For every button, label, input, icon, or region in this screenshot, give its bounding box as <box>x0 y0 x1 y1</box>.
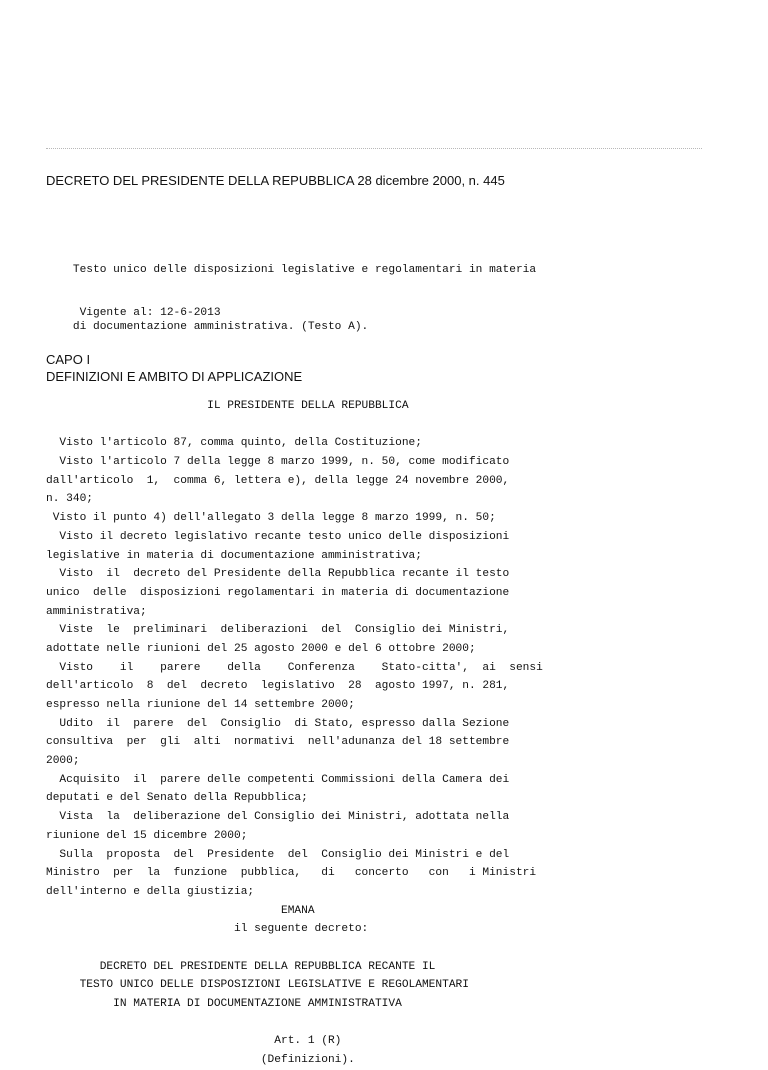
body-line: Vista la deliberazione del Consiglio dei Ministri, adottata nella <box>46 811 510 824</box>
body-line: dall'articolo 1, comma 6, lettera e), della legge 24 novembre 2000, <box>46 474 510 487</box>
chapter-name: DEFINIZIONI E AMBITO DI APPLICAZIONE <box>46 369 303 384</box>
decree-title: DECRETO DEL PRESIDENTE DELLA REPUBBLICA 28 dicembre 2000, n. 445 <box>46 173 505 188</box>
body-line: Sulla proposta del Presidente del Consiglio dei Ministri e del <box>46 848 510 861</box>
subtitle-line: Testo unico delle disposizioni legislative e regolamentari in materia <box>46 264 537 277</box>
body-line: Udito il parere del Consiglio di Stato, espresso dalla Sezione <box>46 717 510 730</box>
body-line: Visto l'articolo 7 della legge 8 marzo 1999, n. 50, come modificato <box>46 456 510 469</box>
decree-subtitle <box>46 224 536 355</box>
body-line: Art. 1 (R) <box>46 1035 342 1048</box>
body-line: Acquisito il parere delle competenti Commissioni della Camera dei <box>46 773 510 786</box>
body-line: Visto il decreto del Presidente della Repubblica recante il testo <box>46 568 510 581</box>
body-line: Visto il parere della Conferenza Stato-citta', ai sensi <box>46 661 543 674</box>
body-line: n. 340; <box>46 493 93 506</box>
body-line: amministrativa; <box>46 605 147 618</box>
chapter-heading <box>46 351 302 385</box>
body-line: consultiva per gli alti normativi nell'adunanza del 18 settembre <box>46 736 510 749</box>
subtitle-line: di documentazione amministrativa. (Testo A). <box>46 320 369 333</box>
body-line <box>46 416 543 435</box>
body-line: espresso nella riunione del 14 settembre 2000; <box>46 699 355 711</box>
body-line: Ministro per la funzione pubblica, di concerto con i Ministri <box>46 867 537 880</box>
body-line: deputati e del Senato della Repubblica; <box>46 792 308 805</box>
body-line: IL PRESIDENTE DELLA REPUBBLICA <box>46 400 409 412</box>
body-line: dell'interno e della giustizia; <box>46 885 255 898</box>
body-line: Visto l'articolo 87, comma quinto, della Costituzione; <box>46 437 422 450</box>
body-line: legislative in materia di documentazione amministrativa; <box>46 549 422 562</box>
body-line: unico delle disposizioni regolamentari in materia di documentazione <box>46 586 510 599</box>
body-line: riunione del 15 dicembre 2000; <box>46 829 248 842</box>
decree-body <box>46 397 543 1070</box>
body-line: (Definizioni). <box>46 1054 355 1067</box>
body-line: 2000; <box>46 755 80 768</box>
body-line: EMANA <box>46 904 315 917</box>
body-line: DECRETO DEL PRESIDENTE DELLA REPUBBLICA RECANTE IL <box>46 960 436 973</box>
body-line: adottate nelle riunioni del 25 agosto 2000 e del 6 ottobre 2000; <box>46 642 476 655</box>
vigente-date: Vigente al: 12-6-2013 <box>46 307 221 319</box>
chapter-number: CAPO I <box>46 352 91 367</box>
body-line: Visto il decreto legislativo recante testo unico delle disposizioni <box>46 530 510 543</box>
body-line: Visto il punto 4) dell'allegato 3 della legge 8 marzo 1999, n. 50; <box>46 512 496 525</box>
body-line: IN MATERIA DI DOCUMENTAZIONE AMMINISTRATIVA <box>46 998 402 1010</box>
body-line: Viste le preliminari deliberazioni del Consiglio dei Ministri, <box>46 624 510 637</box>
separator-rule <box>46 148 702 149</box>
body-line: dell'articolo 8 del decreto legislativo 28 agosto 1997, n. 281, <box>46 680 510 693</box>
body-line <box>46 1014 543 1033</box>
body-line: TESTO UNICO DELLE DISPOSIZIONI LEGISLATIVE E REGOLAMENTARI <box>46 979 469 992</box>
body-line: il seguente decreto: <box>46 923 369 936</box>
body-line <box>46 939 543 958</box>
